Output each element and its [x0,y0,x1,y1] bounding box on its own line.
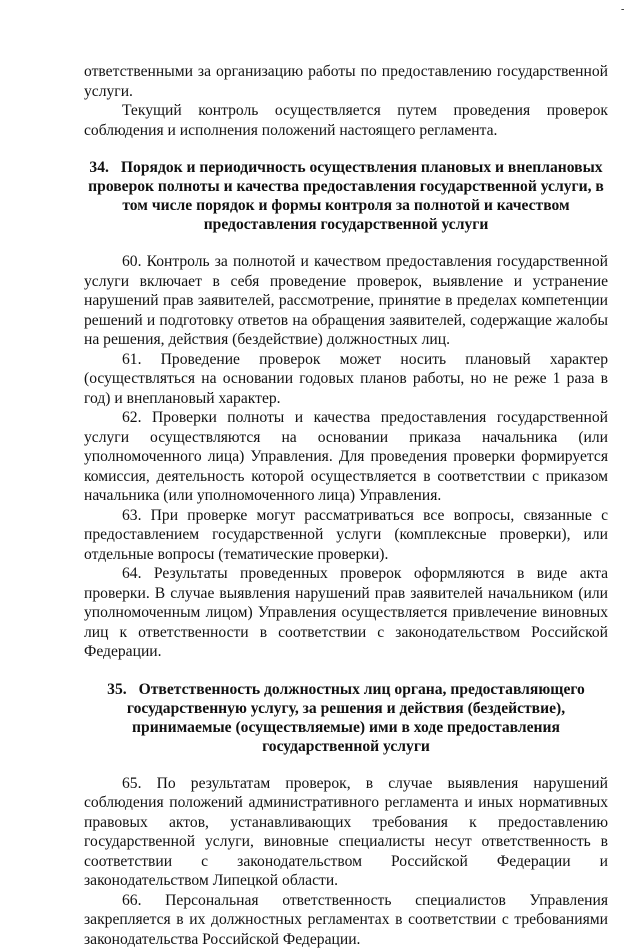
paragraph-63: 63. При проверке могут рассматриваться все вопросы, связанные с предоставлением государственной услуги (комплексные проверки), или отдельные вопросы (тематические проверки). [84,506,608,565]
intro-paragraph-1: ответственными за организацию работы по предоставлению государственной услуги. [84,62,608,101]
corner-mark: - [621,4,624,15]
section-34-title: Порядок и периодичность осуществления плановых и внеплановых проверок полноты и качества предоставления государственной услуги, в том числе порядок и формы контроля за полнотой и качеством предоставления государственной услуги [88,159,604,233]
paragraph-65: 65. По результатам проверок, в случае выявления нарушений соблюдения положений административного регламента и иных нормативных правовых актов, устанавливающих требования к предоставлению государственной услуги, виновные специалисты несут ответственность в соответствии с законодательством Российской Федерации и законодательством Липецкой области. [84,774,608,891]
section-35-heading [84,680,608,756]
paragraph-60: 60. Контроль за полнотой и качеством предоставления государственной услуги включает в себя проведение проверок, выявление и устранение нарушений прав заявителей, рассмотрение, принятие в пределах компетенции решений и подготовку ответов на обращения заявителей, содержащие жалобы на решения, действия (бездействие) должностных лиц. [84,252,608,350]
paragraph-62: 62. Проверки полноты и качества предоставления государственной услуги осуществляются на основании приказа начальника (или уполномоченного лица) Управления. Для проведения проверки формируется комиссия, деятельность которой осуществляется в соответствии с приказом начальника (или уполномоченного лица) Управления. [84,408,608,506]
section-34-number: 34. [89,159,109,176]
section-34-heading [84,158,608,234]
paragraph-64: 64. Результаты проведенных проверок оформляются в виде акта проверки. В случае выявления нарушений прав заявителей начальником (или уполномоченным лицом) Управления осуществляется привлечение виновных лиц к ответственности в соответствии с законодательством Российской Федерации. [84,564,608,662]
paragraph-66: 66. Персональная ответственность специалистов Управления закрепляется в их должностных регламентах в соответствии с требованиями законодательства Российской Федерации. [84,891,608,949]
intro-paragraph-2: Текущий контроль осуществляется путем проведения проверок соблюдения и исполнения положений настоящего регламента. [84,101,608,140]
section-35-number: 35. [107,681,127,698]
document-body [84,62,608,949]
paragraph-61: 61. Проведение проверок может носить плановый характер (осуществляться на основании годовых планов работы, но не реже 1 раза в год) и внеплановый характер. [84,350,608,409]
section-35-title: Ответственность должностных лиц органа, предоставляющего государственную услугу, за решения и действия (бездействие), принимаемые (осуществляемые) ими в ходе предоставления государственной услуги [127,681,585,755]
